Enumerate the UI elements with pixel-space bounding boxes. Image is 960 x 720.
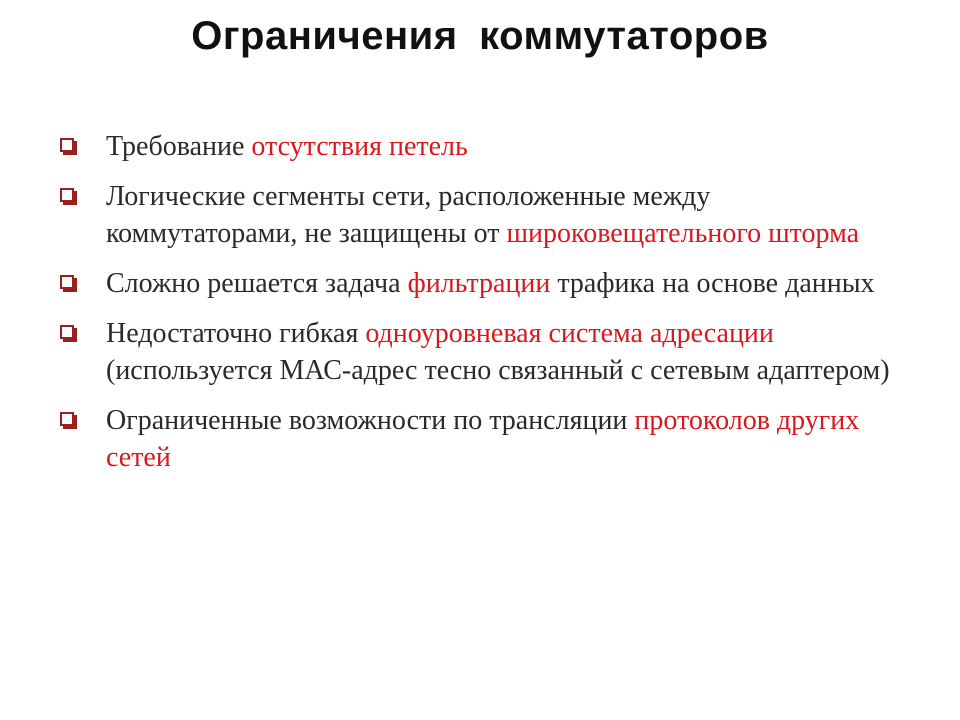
highlighted-phrase: отсутствия петель [251, 131, 468, 162]
bullet-text-segment: (используется МАС-адрес тесно связанный с сетевым адаптером) [106, 355, 890, 386]
bullet-text [106, 405, 859, 473]
bullet-item [60, 402, 900, 476]
bullet-text-segment: трафика на основе данных [550, 268, 875, 299]
bullet-text [106, 268, 875, 299]
checkbox-square-icon [60, 188, 74, 202]
bullet-text-segment: Логические сегменты сети, расположенные между коммутаторами, не защищены от [106, 181, 711, 249]
bullet-text [106, 181, 859, 249]
bullet-text-segment: Требование [106, 131, 252, 162]
bullet-item [60, 178, 900, 252]
bullet-text-segment: Недостаточно гибкая [106, 318, 366, 349]
bullet-text-segment: Ограниченные возможности по трансляции [106, 405, 635, 436]
bullet-item [60, 265, 900, 302]
checkbox-square-icon [60, 325, 74, 339]
bullet-item [60, 128, 900, 165]
bullet-item [60, 315, 900, 389]
bullet-list [60, 128, 900, 489]
bullet-text [106, 318, 890, 386]
bullet-text [106, 131, 468, 162]
highlighted-phrase: фильтрации [407, 268, 551, 299]
highlighted-phrase: одноуровневая система адресации [365, 318, 774, 349]
checkbox-square-icon [60, 138, 74, 152]
highlighted-phrase: широковещательного шторма [506, 218, 860, 249]
slide-title: Ограничения коммутаторов [191, 14, 769, 58]
highlighted-phrase: протоколов других сетей [106, 405, 860, 473]
checkbox-square-icon [60, 275, 74, 289]
checkbox-square-icon [60, 412, 74, 426]
bullet-text-segment: Сложно решается задача [106, 268, 408, 299]
